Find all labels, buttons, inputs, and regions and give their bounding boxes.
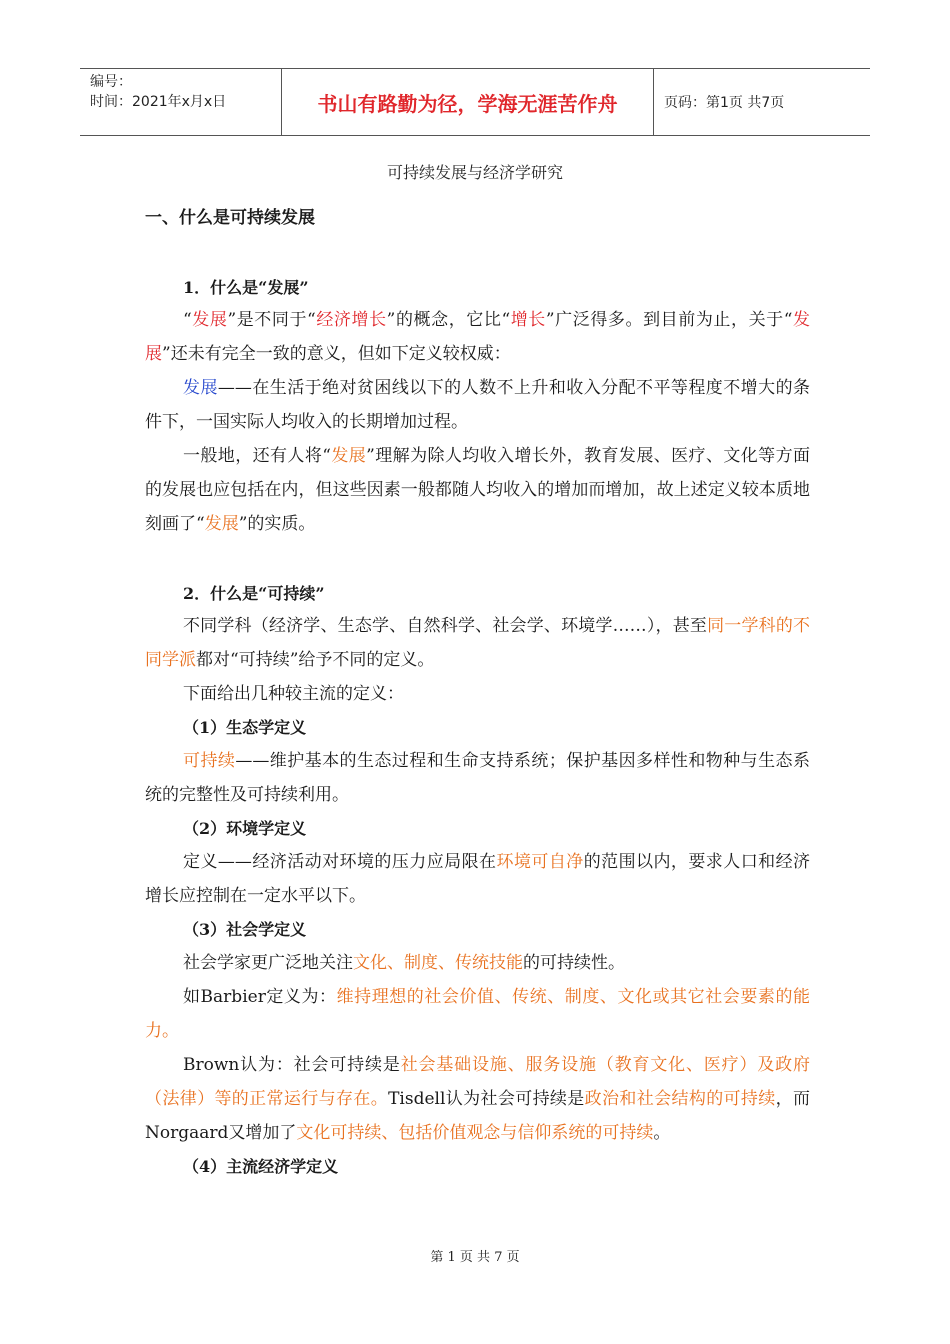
- number-label: 编号：: [90, 74, 132, 90]
- subsection-heading: 1．什么是“发展”: [183, 278, 309, 297]
- paragraph: 可持续——维护基本的生态过程和生命支持系统；保护基因多样性和物种与生态系统的完整性及可持续利用。: [145, 751, 811, 805]
- time-label: 时间：2021年x月x日: [90, 94, 227, 110]
- paragraph: 社会学家更广泛地关注文化、制度、传统技能的可持续性。: [183, 953, 625, 973]
- document-title: 可持续发展与经济学研究: [386, 163, 563, 182]
- page-footer: 第 1 页 共 7 页: [430, 1250, 520, 1265]
- definition-heading: （1）生态学定义: [183, 718, 307, 737]
- paragraph: 定义——经济活动对环境的压力应局限在环境可自净的范围以内，要求人口和经济增长应控制在一定水平以下。: [145, 852, 811, 906]
- paragraph: 如Barbier定义为：维持理想的社会价值、传统、制度、文化或其它社会要素的能力。: [145, 987, 811, 1041]
- document-body: [145, 203, 810, 1183]
- paragraph: 不同学科（经济学、生态学、自然科学、社会学、环境学……），甚至同一学科的不同学派都对“可持续”给予不同的定义。: [145, 616, 811, 670]
- page-header: [80, 68, 870, 136]
- definition-heading: （4）主流经济学定义: [183, 1157, 339, 1176]
- paragraph: Brown认为：社会可持续是社会基础设施、服务设施（教育文化、医疗）及政府（法律）等的正常运行与存在。Tisdell认为社会可持续是政治和社会结构的可持续，而Norgaard又增加了文化可持续、包括价值观念与信仰系统的可持续。: [145, 1055, 811, 1143]
- paragraph: 一般地，还有人将“发展”理解为除人均收入增长外，教育发展、医疗、文化等方面的发展也应包括在内，但这些因素一般都随人均收入的增加而增加，故上述定义较本质地刻画了“发展”的实质。: [145, 446, 810, 534]
- subsection-heading: 2．什么是“可持续”: [183, 584, 325, 603]
- header-motto: 书山有路勤为径，学海无涯苦作舟: [282, 69, 654, 135]
- definition-heading: （3）社会学定义: [183, 920, 307, 939]
- paragraph: “发展”是不同于“经济增长”的概念，它比“增长”广泛得多。到目前为止，关于“发展”还未有完全一致的意义，但如下定义较权威：: [145, 310, 811, 364]
- header-page-info: 页码：第1页 共7页: [664, 95, 785, 111]
- paragraph: 下面给出几种较主流的定义：: [183, 684, 404, 704]
- definition-heading: （2）环境学定义: [183, 819, 307, 838]
- header-meta: [80, 69, 282, 135]
- paragraph: 发展——在生活于绝对贫困线以下的人数不上升和收入分配不平等程度不增大的条件下，一国实际人均收入的长期增加过程。: [145, 378, 811, 432]
- section-heading: 一、什么是可持续发展: [145, 208, 315, 228]
